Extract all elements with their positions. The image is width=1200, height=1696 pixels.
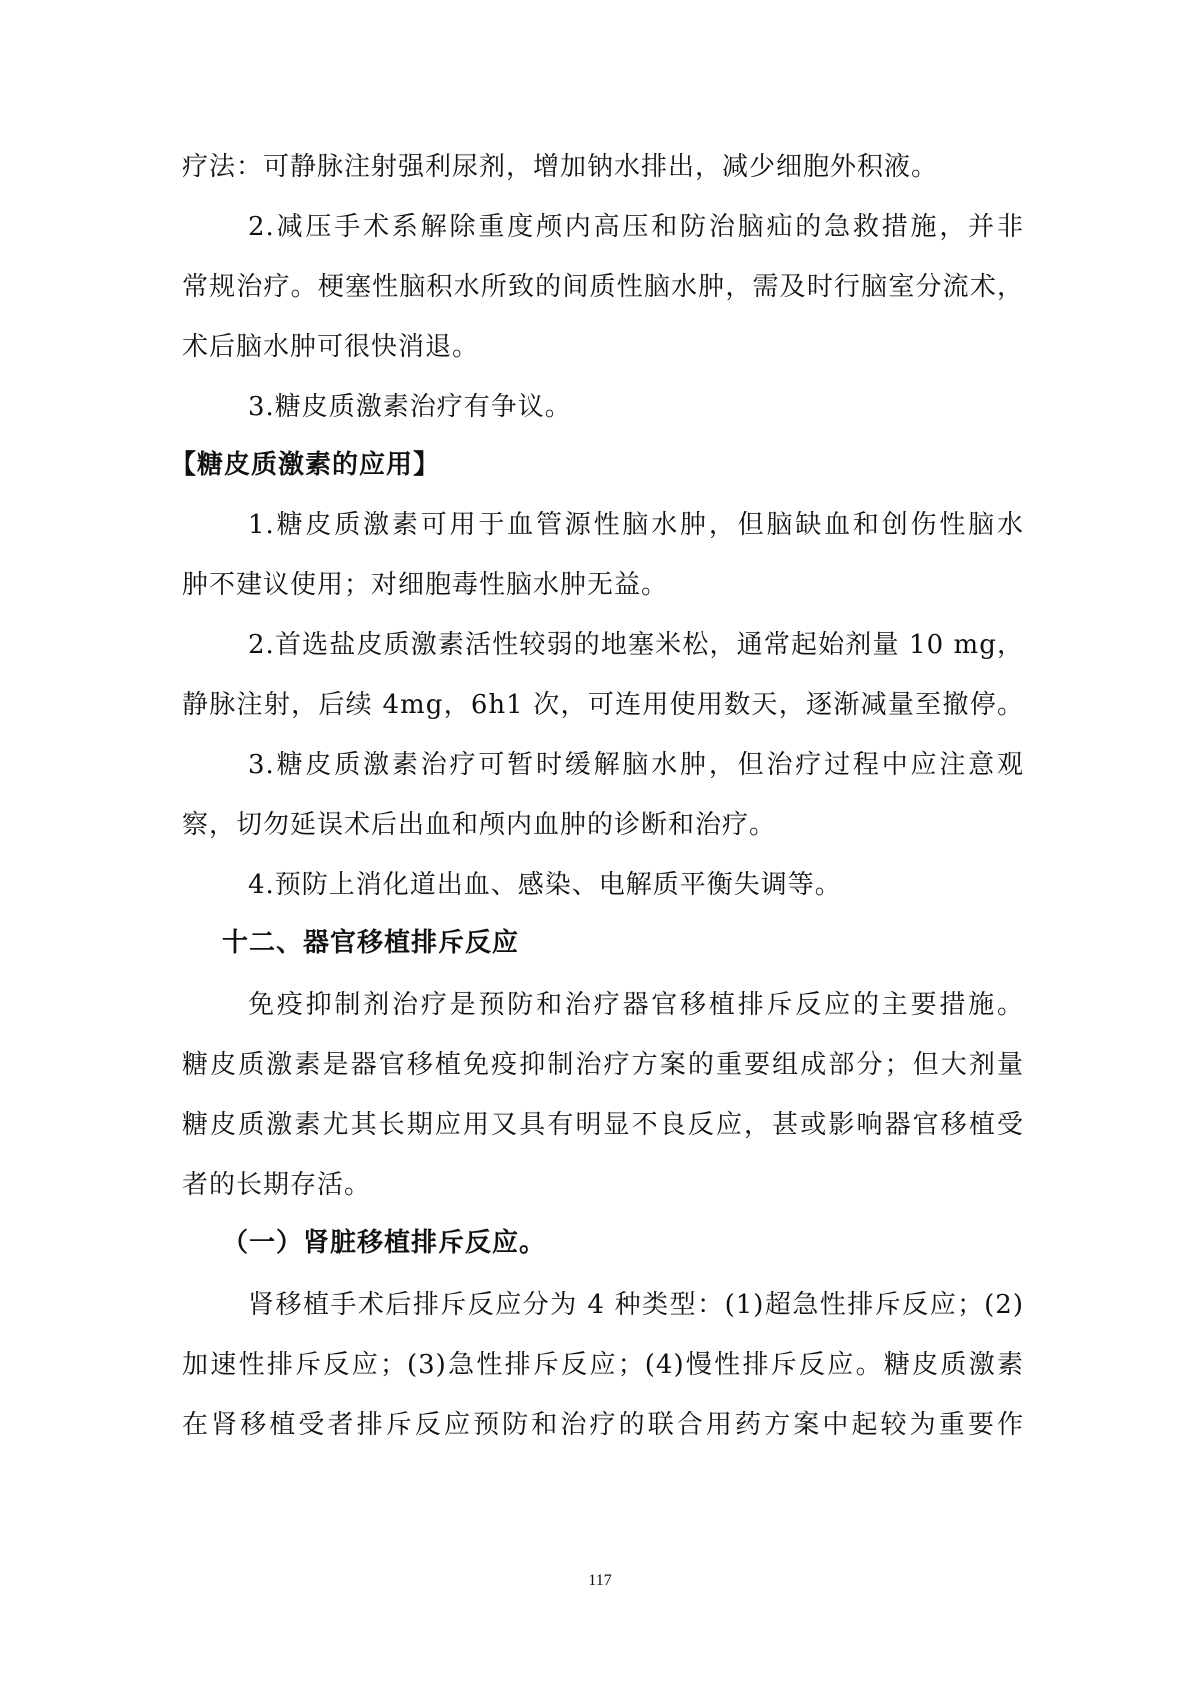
page-number: 117 [588, 1572, 612, 1589]
paragraph-line: 静脉注射，后续 4mg，6h1 次，可连用使用数天，逐渐减量至撤停。 [182, 690, 1024, 720]
paragraph-line: 糖皮质激素尤其长期应用又具有明显不良反应，甚或影响器官移植受 [182, 1110, 1024, 1140]
paragraph-line: 糖皮质激素是器官移植免疫抑制治疗方案的重要组成部分；但大剂量 [182, 1050, 1024, 1080]
paragraph-line: 者的长期存活。 [182, 1170, 372, 1200]
paragraph-line: 免疫抑制剂治疗是预防和治疗器官移植排斥反应的主要措施。 [248, 990, 1024, 1020]
paragraph-line: 疗法：可静脉注射强利尿剂，增加钠水排出，减少细胞外积液。 [182, 152, 939, 182]
paragraph-line: 2.首选盐皮质激素活性较弱的地塞米松，通常起始剂量 10 mg， [248, 630, 1024, 660]
paragraph-line: 3.糖皮质激素治疗可暂时缓解脑水肿，但治疗过程中应注意观 [248, 750, 1024, 780]
paragraph-line: 察，切勿延误术后出血和颅内血肿的诊断和治疗。 [182, 810, 777, 840]
paragraph-line: 4.预防上消化道出血、感染、电解质平衡失调等。 [248, 870, 842, 900]
paragraph-line: 常规治疗。梗塞性脑积水所致的间质性脑水肿，需及时行脑室分流术， [182, 272, 1024, 302]
paragraph-line: 肿不建议使用；对细胞毒性脑水肿无益。 [182, 570, 669, 600]
paragraph-line: 加速性排斥反应；(3)急性排斥反应；(4)慢性排斥反应。糖皮质激素 [182, 1350, 1024, 1380]
paragraph-line: 在肾移植受者排斥反应预防和治疗的联合用药方案中起较为重要作 [182, 1410, 1024, 1440]
paragraph-line: 1.糖皮质激素可用于血管源性脑水肿，但脑缺血和创伤性脑水 [248, 510, 1024, 540]
section-heading: 【糖皮质激素的应用】 [170, 450, 441, 480]
paragraph-line: 2.减压手术系解除重度颅内高压和防治脑疝的急救措施，并非 [248, 212, 1024, 242]
paragraph-line: 术后脑水肿可很快消退。 [182, 332, 480, 362]
subsection-heading: （一）肾脏移植排斥反应。 [222, 1228, 547, 1258]
chapter-heading: 十二、器官移植排斥反应 [222, 928, 520, 958]
paragraph-line: 3.糖皮质激素治疗有争议。 [248, 392, 572, 422]
paragraph-line: 肾移植手术后排斥反应分为 4 种类型：(1)超急性排斥反应；(2) [248, 1290, 1024, 1320]
